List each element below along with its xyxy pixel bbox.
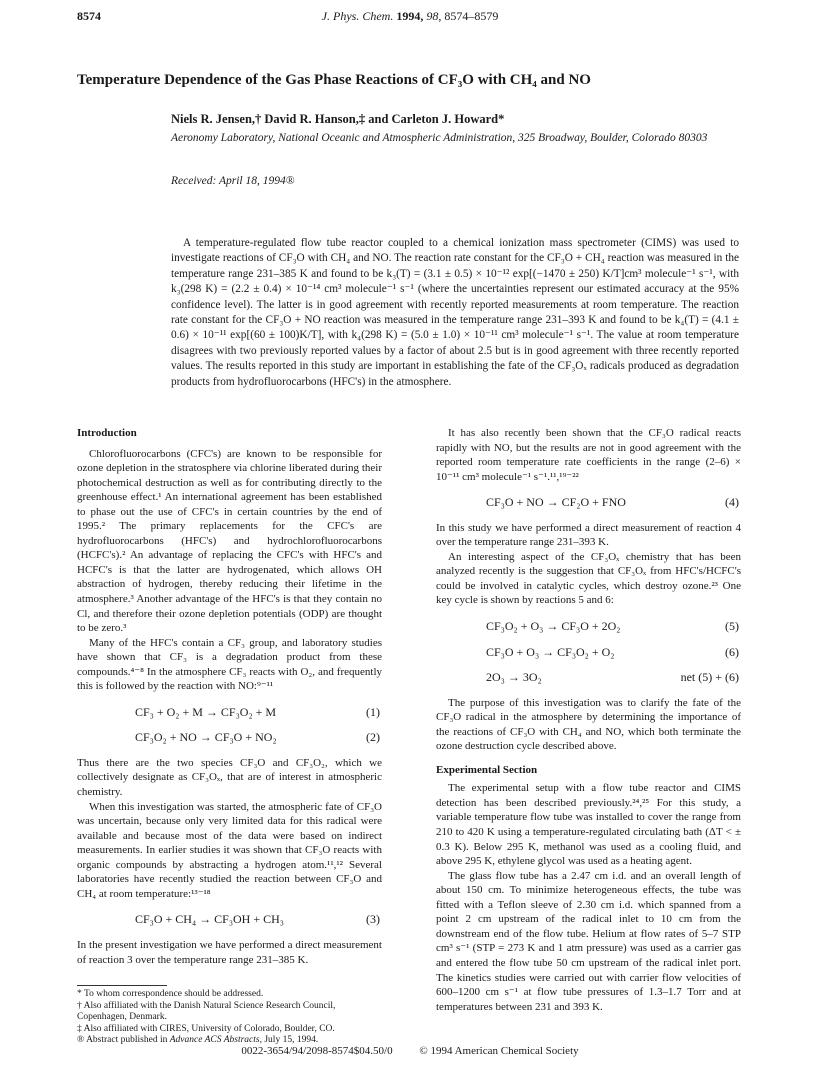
equation-1-number: (1): [366, 704, 380, 719]
footnote-abstract-prefix: ® Abstract published in: [77, 1035, 170, 1045]
journal-year: 1994,: [396, 9, 424, 23]
equation-net: [436, 670, 741, 685]
equation-4-text: CF₃O + NO → CF₂O + FNO: [486, 495, 626, 510]
footnote-double-dagger: ‡ Also affiliated with CIRES, University of Colorado, Boulder, CO.: [77, 1023, 335, 1034]
equation-net-text: 2O₃ → 3O₂: [486, 670, 542, 685]
journal-name: J. Phys. Chem.: [321, 9, 394, 23]
experimental-paragraph-2: The glass flow tube has a 2.47 cm i.d. and an overall length of about 150 cm. To minimize heterogeneous effects, the tube was fitted with a Teflon sleeve of 2.30 cm i.d. which spanned from a point 2 cm upstream of the radical inlet to 10 cm from the downstream end of the flow tube. Helium at flow rates of 5–7 STP cm³ s⁻¹ (STP = 273 K and 1 atm pressure) was used as a carrier gas and entered the flow tube 50 cm upstream of the radical inlet port. The kinetics studies were carried out with carrier flow velocities of 600–1200 cm s⁻¹ at flow tube pressures of 1.3–1.7 Torr and at temperatures between 231 and 393 K.: [436, 869, 741, 1013]
abstract: A temperature-regulated flow tube reactor coupled to a chemical ionization mass spectrometer (CIMS) was used to investigate reactions of CF₃O with CH₄ and NO. The reaction rate constant for the CF₃O + CH₄ reaction was measured in the temperature range 231–385 K and found to be k₃(T) = (3.1 ± 0.5) × 10⁻¹² exp[(−1470 ± 250) K/T]cm³ molecule⁻¹ s⁻¹, with k₃(298 K) = (2.2 ± 0.4) × 10⁻¹⁴ cm³ molecule⁻¹ s⁻¹ (where the uncertainties represent our estimated accuracy at the 95% confidence level). The latter is in good agreement with recently reported measurements at room temperature. The reaction rate constant for the CF₃O + NO reaction was measured in the temperature range 231–393 K and found to be k₄(T) = (4.1 ± 0.6) × 10⁻¹¹ exp[(60 ± 100)K/T], with k₄(298 K) = (5.0 ± 1.0) × 10⁻¹¹ cm³ molecule⁻¹ s⁻¹. The value at room temperature disagrees with two previously reported values by a factor of about 2.5 but is in good agreement with three recently reported values. The results reported in this study are important in establishing the fate of the CF₃Oₓ radicals produced as degradation products from hydrofluorocarbons (HFC's) in the atmosphere.: [171, 237, 739, 388]
page-number: 8574: [77, 9, 101, 23]
footnote-dagger: † Also affiliated with the Danish Natural Science Research Council, Copenhagen, Denmark.: [77, 1000, 336, 1022]
equation-3-number: (3): [366, 912, 380, 927]
equation-net-number: net (5) + (6): [680, 670, 739, 685]
equation-3-text: CF₃O + CH₄ → CF₃OH + CH₃: [135, 912, 284, 927]
equation-4-number: (4): [725, 495, 739, 510]
equation-2-number: (2): [366, 730, 380, 745]
equation-3: [77, 912, 382, 927]
received-date: Received: April 18, 1994®: [171, 175, 295, 187]
left-column: [77, 426, 382, 967]
equation-5-number: (5): [725, 619, 739, 634]
equation-5: [436, 619, 741, 634]
footnote-rule: [77, 985, 167, 986]
equation-6: [436, 645, 741, 660]
equation-1-text: CF₃ + O₂ + M → CF₃O₂ + M: [135, 704, 277, 719]
footnote-correspondence: * To whom correspondence should be addressed.: [77, 989, 264, 999]
right-paragraph-3: An interesting aspect of the CF₃Oₓ chemistry that has been analyzed recently is the suggestion that CF₃Oₓ from HFC's/HCFC's could be involved in catalytic cycles, which destroy ozone.²³ One key cycle is shown by reactions 5 and 6:: [436, 550, 741, 607]
footnotes: [77, 985, 382, 1047]
copyright: © 1994 American Chemical Society: [419, 1045, 579, 1057]
article-code: 0022-3654/94/2098-8574$04.50/0: [241, 1045, 393, 1057]
equation-2-text: CF₃O₂ + NO → CF₃O + NO₂: [135, 730, 277, 745]
experimental-heading: Experimental Section: [436, 763, 538, 776]
intro-paragraph-5: In the present investigation we have performed a direct measurement of reaction 3 over the temperature range 231–385 K.: [77, 938, 382, 966]
author-list: Niels R. Jensen,† David R. Hanson,‡ and Carleton J. Howard*: [171, 112, 505, 126]
intro-paragraph-1: Chlorofluorocarbons (CFC's) are known to be responsible for ozone depletion in the stratosphere via chlorine liberated during their photochemical destruction as well as for contributing directly to the greenhouse effect.¹ An international agreement has been established to phase out the use of CFC's in certain countries by the end of 1995.² The primary replacements for the CFC's are hydrofluorocarbons (HFC's) and hydrochlorofluorocarbons (HCFC's).² An advantage of replacing the CFC's with HFC's and HCFC's is that the latter are hydrogenated, which allows OH abstraction of hydrogen, thereby reducing their lifetime in the atmosphere.³ Another advantage of the HFC's is that they contain no Cl, and therefore their ozone depletion potentials (ODP) are thought to be zero.³: [77, 447, 382, 635]
journal-pages: 8574–8579: [444, 9, 499, 23]
journal-citation: [0, 9, 820, 24]
right-paragraph-4: The purpose of this investigation was to clarify the fate of the CF₃O radical in the atmosphere by determining the importance of the reactions of CF₃O with CH₄ and NO, which both terminate the ozone destruction cycle described above.: [436, 696, 741, 753]
right-paragraph-1: It has also recently been shown that the CF₃O radical reacts rapidly with NO, but the results are not in good agreement with the reported room temperature rate coefficients in the range (2–6) × 10⁻¹¹ cm³ molecule⁻¹ s⁻¹.¹¹,¹⁹⁻²²: [436, 427, 741, 483]
right-paragraph-2: In this study we have performed a direct measurement of reaction 4 over the temperature range 231–393 K.: [436, 521, 741, 549]
equation-5-text: CF₃O₂ + O₃ → CF₃O + 2O₂: [486, 619, 621, 634]
equation-4: [436, 495, 741, 510]
equation-6-text: CF₃O + O₃ → CF₃O₂ + O₂: [486, 644, 615, 659]
equation-1: [77, 705, 382, 720]
intro-paragraph-2: Many of the HFC's contain a CF₃ group, and laboratory studies have shown that CF₃ is a degradation product from these compounds.⁴⁻⁸ In the atmosphere CF₃ reacts with O₂, and frequently this is followed by the reaction with NO:⁹⁻¹¹: [77, 636, 382, 693]
article-title: Temperature Dependence of the Gas Phase Reactions of CF₃O with CH₄ and NO: [77, 72, 591, 88]
intro-paragraph-3: Thus there are the two species CF₃O and CF₃O₂, which we collectively designate as CF₃Oₓ, that are of interest in atmospheric chemistry.: [77, 756, 382, 799]
footnote-abstract-journal: Advance ACS Abstracts,: [169, 1035, 262, 1045]
footnote-abstract-date: July 15, 1994.: [261, 1035, 319, 1045]
right-column: [436, 426, 741, 1014]
equation-6-number: (6): [725, 644, 739, 659]
journal-volume: 98,: [426, 9, 442, 23]
page-footer: [0, 1045, 820, 1057]
affiliation: Aeronomy Laboratory, National Oceanic and Atmospheric Administration, 325 Broadway, Boulder, Colorado 80303: [171, 132, 708, 144]
equation-2: [77, 730, 382, 745]
intro-paragraph-4: When this investigation was started, the atmospheric fate of CF₃O was uncertain, because only very limited data for this radical were available and because most of the data were based on indirect measurements. In earlier studies it was shown that CF₃O reacts with organic compounds by abstracting a hydrogen atom.¹¹,¹² Several laboratories have recently studied the reaction between CF₃O and CH₄ at room temperature:¹³⁻¹⁸: [77, 800, 382, 900]
introduction-heading: Introduction: [77, 427, 137, 439]
experimental-paragraph-1: The experimental setup with a flow tube reactor and CIMS detection has been described previously.²⁴,²⁵ For this study, a variable temperature flow tube was installed to cover the range from 210 to 420 K using a temperature-regulated circulating bath (ΔT < ± 0.3 K). Below 295 K, methanol was used as a cooling fluid, and above 295 K, ethylene glycol was used as a heating agent.: [436, 782, 741, 868]
